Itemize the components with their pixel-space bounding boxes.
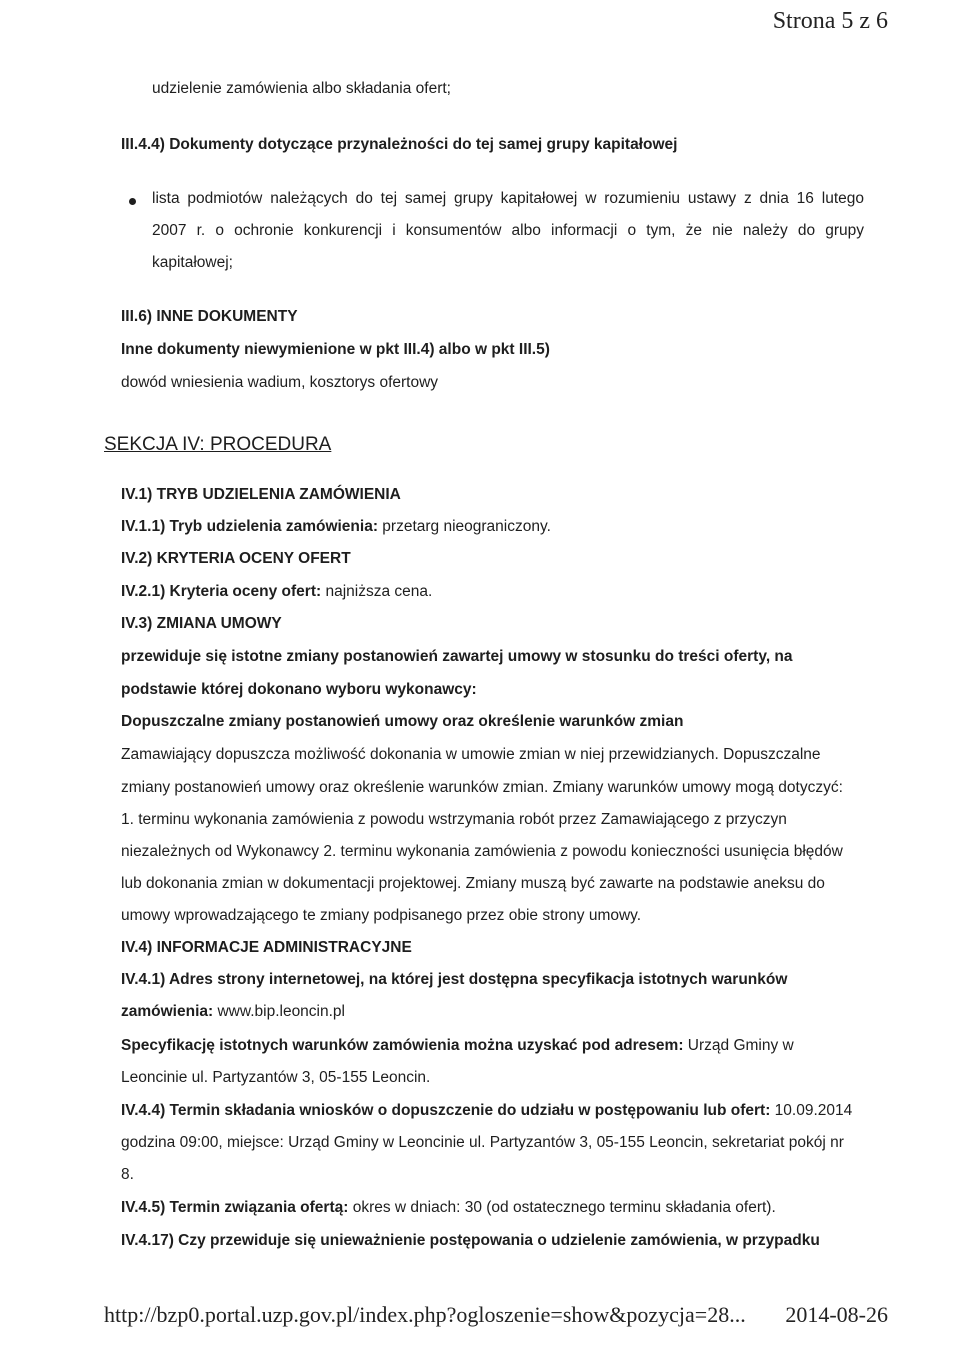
paragraph-line: IV.4.17) Czy przewiduje się unieważnienie postępowania o udzielenie zamówienia, w przypadku (121, 1232, 820, 1249)
criteria-line (121, 583, 432, 601)
paragraph-line: 1. terminu wykonania zamówienia z powodu wstrzymania robót przez Zamawiającego z przyczyn (121, 811, 787, 828)
spec-address-line (121, 1037, 794, 1055)
paragraph-line: 8. (121, 1166, 134, 1183)
subsection-heading: III.4.4) Dokumenty dotyczące przynależności do tej samej grupy kapitałowej (121, 136, 678, 153)
section-title: SEKCJA IV: PROCEDURA (104, 434, 332, 455)
field-value: najniższa cena. (321, 583, 433, 600)
paragraph-line: niezależnych od Wykonawcy 2. terminu wykonania zamówienia z powodu konieczności usunięcia błędów (121, 843, 843, 860)
paragraph-line: podstawie której dokonano wyboru wykonawcy: (121, 681, 477, 698)
subsection-heading: III.6) INNE DOKUMENTY (121, 308, 298, 325)
field-label: IV.4.4) Termin składania wniosków o dopuszczenie do udziału w postępowaniu lub ofert: (121, 1102, 771, 1119)
field-label: zamówienia: (121, 1003, 214, 1020)
subsection-heading: IV.2) KRYTERIA OCENY OFERT (121, 550, 351, 567)
field-value: okres w dniach: 30 (od ostatecznego terminu składania ofert). (348, 1199, 776, 1216)
website-line (121, 1003, 345, 1021)
paragraph-line: zmiany postanowień umowy oraz określenie warunków zmian. Zmiany warunków umowy mogą dotyczyć: (121, 779, 843, 796)
paragraph-line: przewiduje się istotne zmiany postanowień zawartej umowy w stosunku do treści oferty, na (121, 648, 793, 665)
deadline-line (121, 1102, 852, 1120)
field-value: www.bip.leoncin.pl (213, 1003, 345, 1020)
bullet-icon (129, 198, 136, 205)
paragraph-line: lub dokonania zmian w dokumentacji projektowej. Zmiany muszą być zawarte na podstawie aneksu do (121, 875, 825, 892)
field-value: przetarg nieograniczony. (377, 518, 551, 535)
paragraph-line: dowód wniesienia wadium, kosztorys ofertowy (121, 374, 439, 391)
paragraph-line: umowy wprowadzającego te zmiany podpisanego przez obie strony umowy. (121, 907, 642, 924)
bullet-line: lista podmiotów należących do tej samej grupy kapitałowej w rozumieniu ustawy z dnia 16 lutego (152, 190, 864, 207)
procedure-type-line (121, 518, 551, 536)
bullet-line: kapitałowej; (152, 254, 233, 271)
binding-period-line (121, 1199, 776, 1217)
paragraph-line: IV.4.1) Adres strony internetowej, na której jest dostępna specyfikacja istotnych warunków (121, 971, 788, 988)
paragraph-line: godzina 09:00, miejsce: Urząd Gminy w Leoncinie ul. Partyzantów 3, 05-155 Leoncin, sekretariat pokój nr (121, 1134, 844, 1151)
paragraph-line: Leoncinie ul. Partyzantów 3, 05-155 Leoncin. (121, 1069, 431, 1086)
field-value: Urząd Gminy w (683, 1037, 794, 1054)
field-label: IV.4.5) Termin związania ofertą: (121, 1199, 349, 1216)
field-label: IV.2.1) Kryteria oceny ofert: (121, 583, 322, 600)
paragraph-line: udzielenie zamówienia albo składania ofert; (152, 80, 451, 97)
page-number: Strona 5 z 6 (772, 8, 888, 34)
footer-date: 2014-08-26 (785, 1302, 888, 1327)
footer-url: http://bzp0.portal.uzp.gov.pl/index.php?ogloszenie=show&pozycja=28... (104, 1302, 746, 1327)
subsection-heading: IV.4) INFORMACJE ADMINISTRACYJNE (121, 939, 412, 956)
paragraph-line: Dopuszczalne zmiany postanowień umowy oraz określenie warunków zmian (121, 713, 684, 730)
bullet-line: 2007 r. o ochronie konkurencji i konsumentów albo informacji o tym, że nie należy do grupy (152, 222, 864, 239)
field-label: Specyfikację istotnych warunków zamówienia można uzyskać pod adresem: (121, 1037, 684, 1054)
subsection-subheading: Inne dokumenty niewymienione w pkt III.4) albo w pkt III.5) (121, 341, 550, 358)
subsection-heading: IV.1) TRYB UDZIELENIA ZAMÓWIENIA (121, 486, 401, 503)
paragraph-line: Zamawiający dopuszcza możliwość dokonania w umowie zmian w niej przewidzianych. Dopuszczalne (121, 746, 821, 763)
field-value: 10.09.2014 (770, 1102, 853, 1119)
page-footer (104, 1302, 888, 1328)
subsection-heading: IV.3) ZMIANA UMOWY (121, 615, 282, 632)
field-label: IV.1.1) Tryb udzielenia zamówienia: (121, 518, 378, 535)
